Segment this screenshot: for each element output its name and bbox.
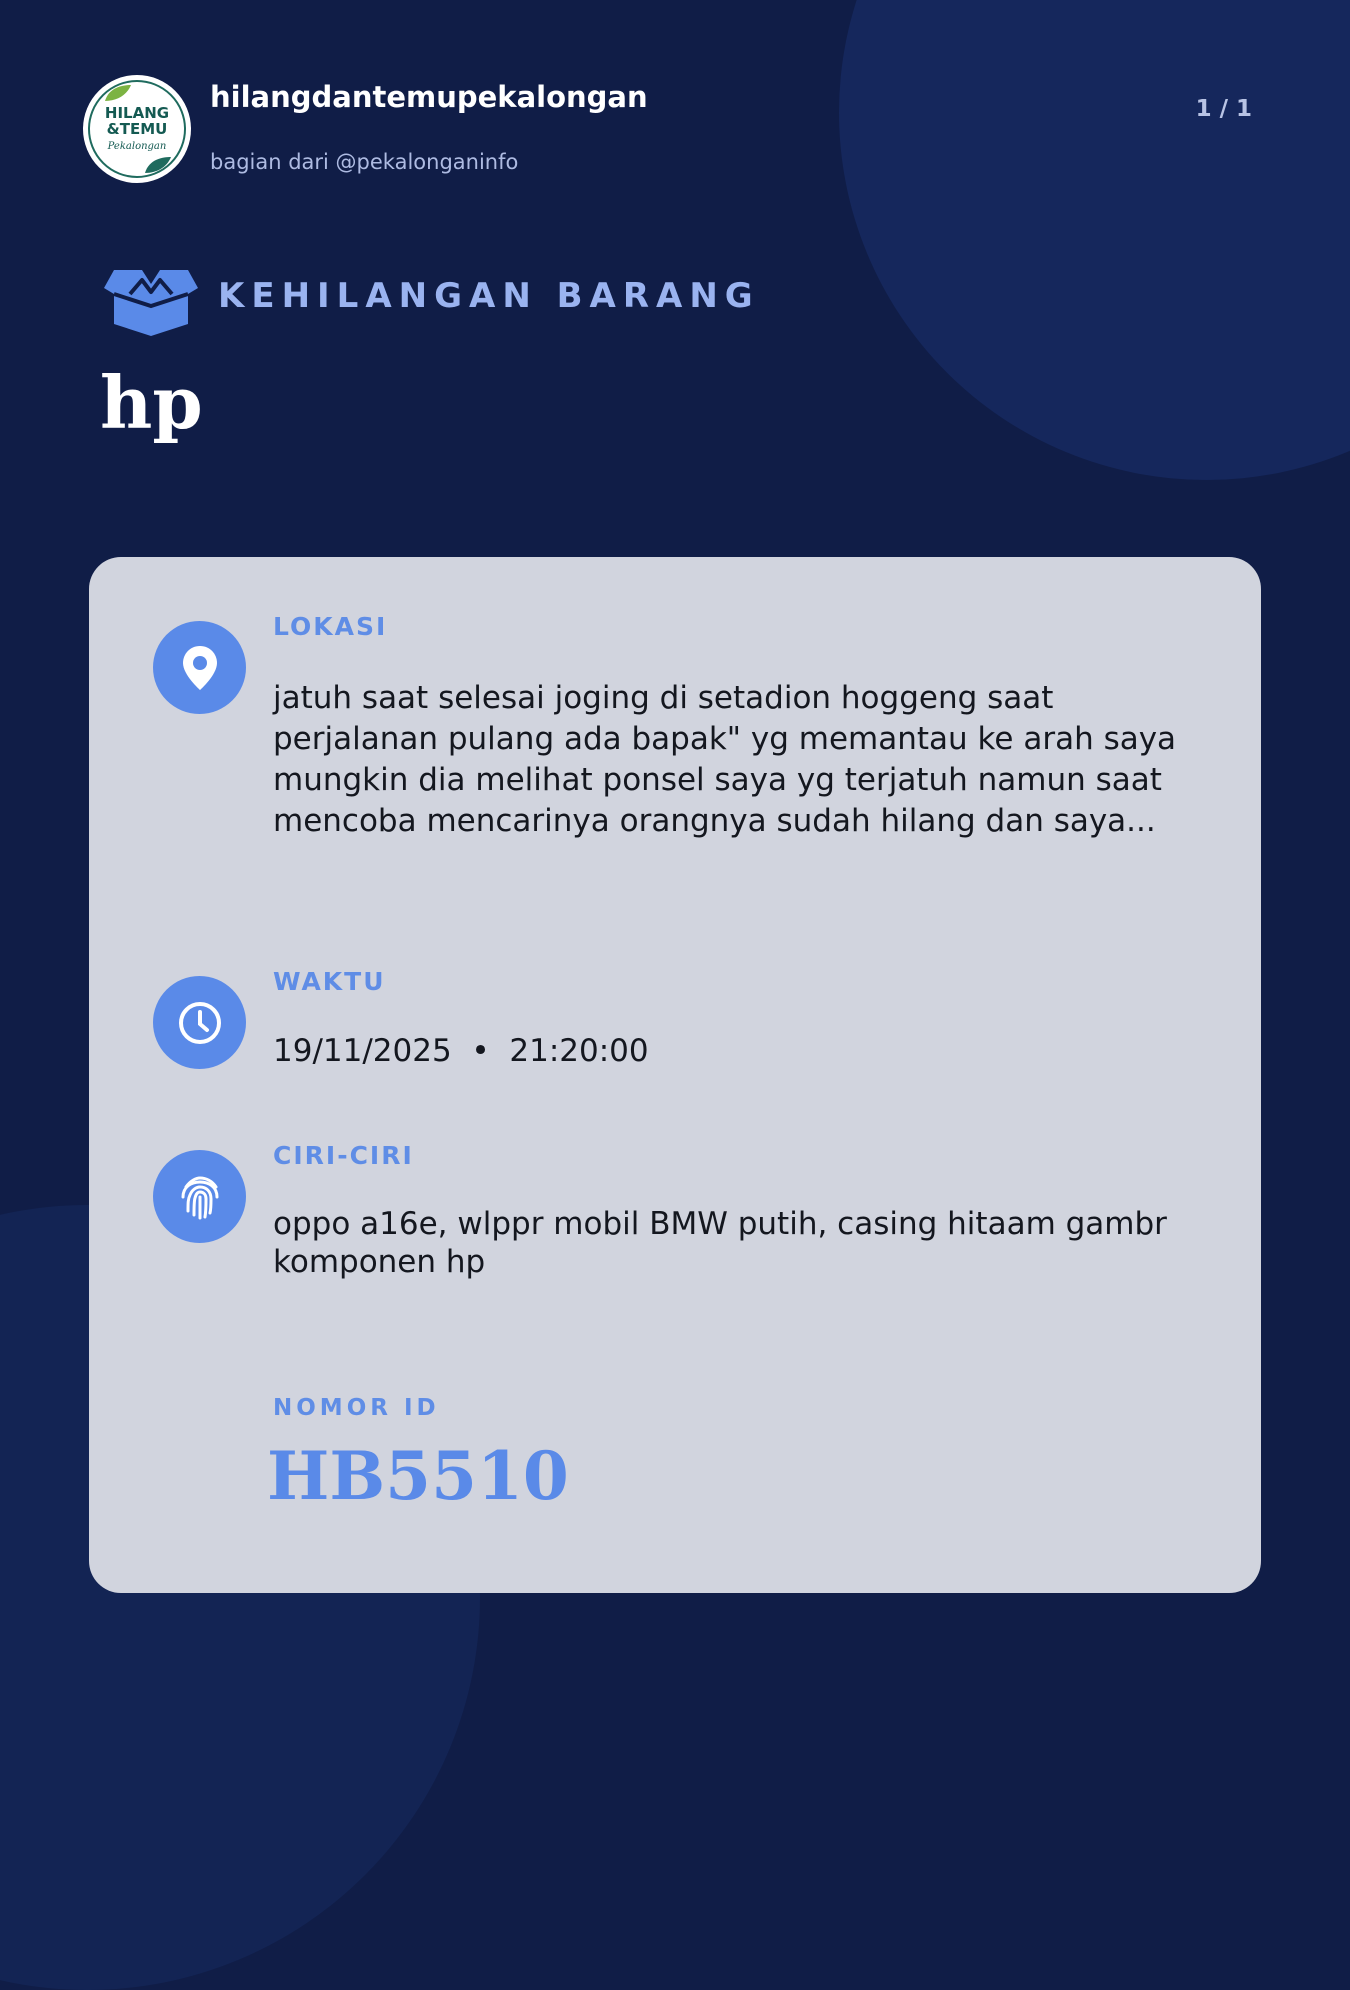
details-card [89, 557, 1261, 1593]
fingerprint-icon [153, 1150, 246, 1243]
leaf-icon [103, 83, 133, 103]
logo-text-line1: HILANG [104, 104, 170, 122]
page-counter: 1 / 1 [1195, 96, 1252, 122]
time-label: WAKTU [273, 967, 386, 996]
time-value: 19/11/2025 • 21:20:00 [273, 1033, 649, 1069]
account-subtitle: bagian dari @pekalonganinfo [210, 150, 519, 174]
location-value: jatuh saat selesai joging di setadion hoggeng saat perjalanan pulang ada bapak" yg memantau ke arah saya mungkin dia melihat ponsel saya yg terjatuh namun saat mencoba mencarinya orangnya sudah hilang dan saya... [273, 680, 1177, 839]
features-label: CIRI-CIRI [273, 1141, 414, 1170]
account-name[interactable]: hilangdantemupekalongan [210, 80, 648, 114]
features-value: oppo a16e, wlppr mobil BMW putih, casing hitaam gambr komponen hp [273, 1206, 1167, 1280]
location-label: LOKASI [273, 612, 388, 641]
post-category: KEHILANGAN BARANG [218, 276, 760, 316]
decorative-circle-top [839, 0, 1350, 480]
leaf-icon [143, 155, 173, 175]
logo-text-line3: Pekalongan [107, 141, 167, 152]
logo-text-line2: &TEMU [106, 120, 168, 138]
item-title: hp [100, 360, 203, 445]
open-box-icon [104, 266, 198, 336]
account-logo[interactable] [83, 75, 191, 183]
id-value: HB5510 [267, 1437, 569, 1515]
id-label: NOMOR ID [273, 1395, 440, 1421]
location-pin-icon [153, 621, 246, 714]
clock-icon [153, 976, 246, 1069]
